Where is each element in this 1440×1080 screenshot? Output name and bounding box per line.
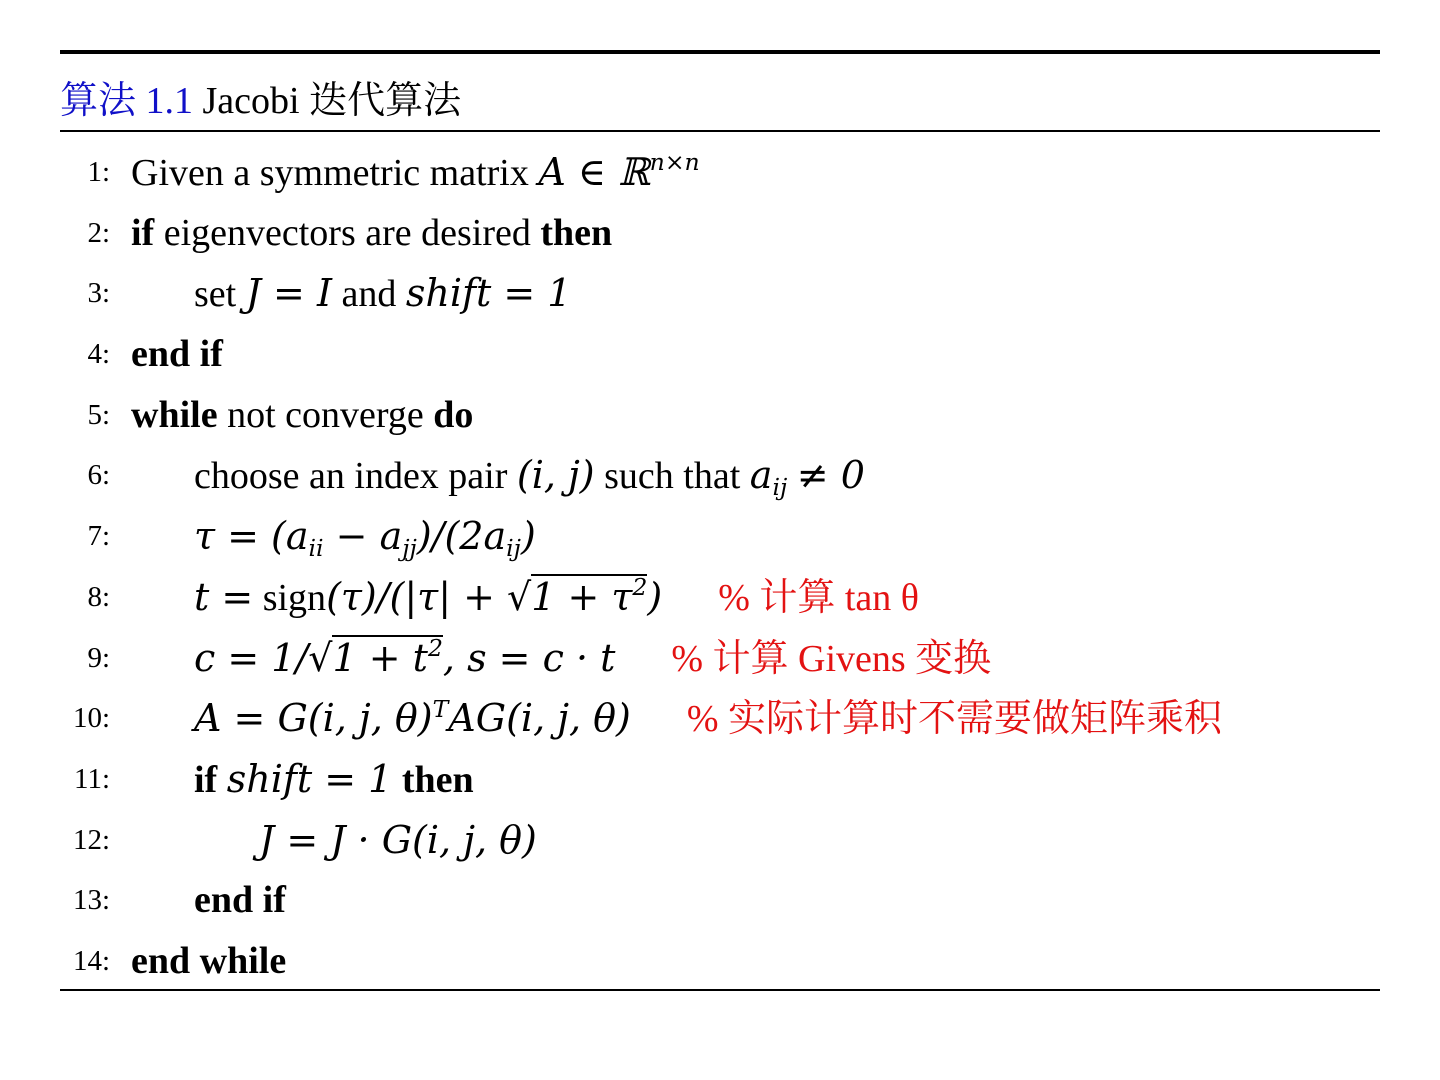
line-number: 7: bbox=[87, 520, 110, 553]
line-number: 3: bbox=[87, 277, 110, 310]
algorithm-caption bbox=[60, 54, 1380, 130]
line-body: A = G(i, j, θ)$^T$AG(i, j, θ) % 实际计算时不需要做矩阵乘积 bbox=[194, 694, 1223, 741]
line-body: end if bbox=[194, 879, 286, 922]
line-body: if shift = 1 then bbox=[194, 756, 474, 801]
algorithm-line bbox=[60, 385, 1380, 446]
line-comment: % 实际计算时不需要做矩阵乘积 bbox=[686, 698, 1223, 741]
line-body: set J = I and shift = 1 bbox=[194, 271, 572, 316]
line-body: $c = 1/√1 + t^2$, s = c · t % 计算 Givens 变换 bbox=[194, 633, 992, 680]
line-body: end if bbox=[131, 333, 223, 376]
bottom-rule bbox=[60, 989, 1380, 991]
line-body: J = J · G(i, j, θ) bbox=[259, 817, 537, 862]
square-root: $1 + t^2$ bbox=[332, 633, 443, 680]
algorithm-line bbox=[60, 142, 1380, 203]
line-body: choose an index pair (i, j) such that $a_{ij} \ne 0$ bbox=[194, 453, 865, 502]
algorithm-line bbox=[60, 506, 1380, 567]
line-body: end while bbox=[131, 939, 287, 982]
algorithm-line bbox=[60, 567, 1380, 628]
algorithm-line bbox=[60, 870, 1380, 931]
line-number: 1: bbox=[87, 156, 110, 188]
algorithm-line bbox=[60, 445, 1380, 506]
algorithm-line bbox=[60, 324, 1380, 385]
algorithm-block bbox=[60, 50, 1380, 992]
algorithm-line bbox=[60, 749, 1380, 810]
line-body: Given a symmetric matrix A ∈ ℝ$^{n\times n}$ bbox=[131, 148, 700, 194]
line-number: 8: bbox=[87, 580, 110, 613]
line-comment: % 计算 Givens 变换 bbox=[671, 637, 992, 680]
line-number: 11: bbox=[74, 762, 110, 795]
line-number: 4: bbox=[87, 338, 110, 371]
line-number: 6: bbox=[87, 459, 110, 492]
algorithm-line bbox=[60, 263, 1380, 324]
line-comment: % 计算 tan θ bbox=[718, 576, 919, 619]
line-number: 10: bbox=[72, 702, 110, 735]
algorithm-line bbox=[60, 688, 1380, 749]
caption-title: Jacobi 迭代算法 bbox=[202, 80, 462, 122]
line-body: t = sign(τ)/(|τ| + $√1 + \tau^2$) % 计算 tan θ bbox=[194, 573, 919, 619]
line-body: while not converge do bbox=[131, 393, 474, 436]
algorithm-line bbox=[60, 810, 1380, 871]
line-number: 5: bbox=[87, 398, 110, 431]
algorithm-line bbox=[60, 931, 1380, 992]
line-number: 9: bbox=[87, 641, 110, 674]
line-number: 14: bbox=[72, 944, 110, 977]
algorithm-line bbox=[60, 203, 1380, 264]
algorithm-lines bbox=[60, 132, 1380, 992]
line-body: if eigenvectors are desired then bbox=[131, 211, 613, 254]
line-number: 13: bbox=[72, 884, 110, 917]
algorithm-line bbox=[60, 628, 1380, 689]
line-number: 12: bbox=[72, 823, 110, 856]
line-number: 2: bbox=[87, 216, 110, 249]
square-root: $1 + \tau^2$ bbox=[531, 573, 648, 619]
line-body: $\tau = (a_{ii} - a_{jj})/(2a_{ij})$ bbox=[194, 514, 536, 562]
caption-label: 算法 1.1 bbox=[60, 80, 194, 122]
